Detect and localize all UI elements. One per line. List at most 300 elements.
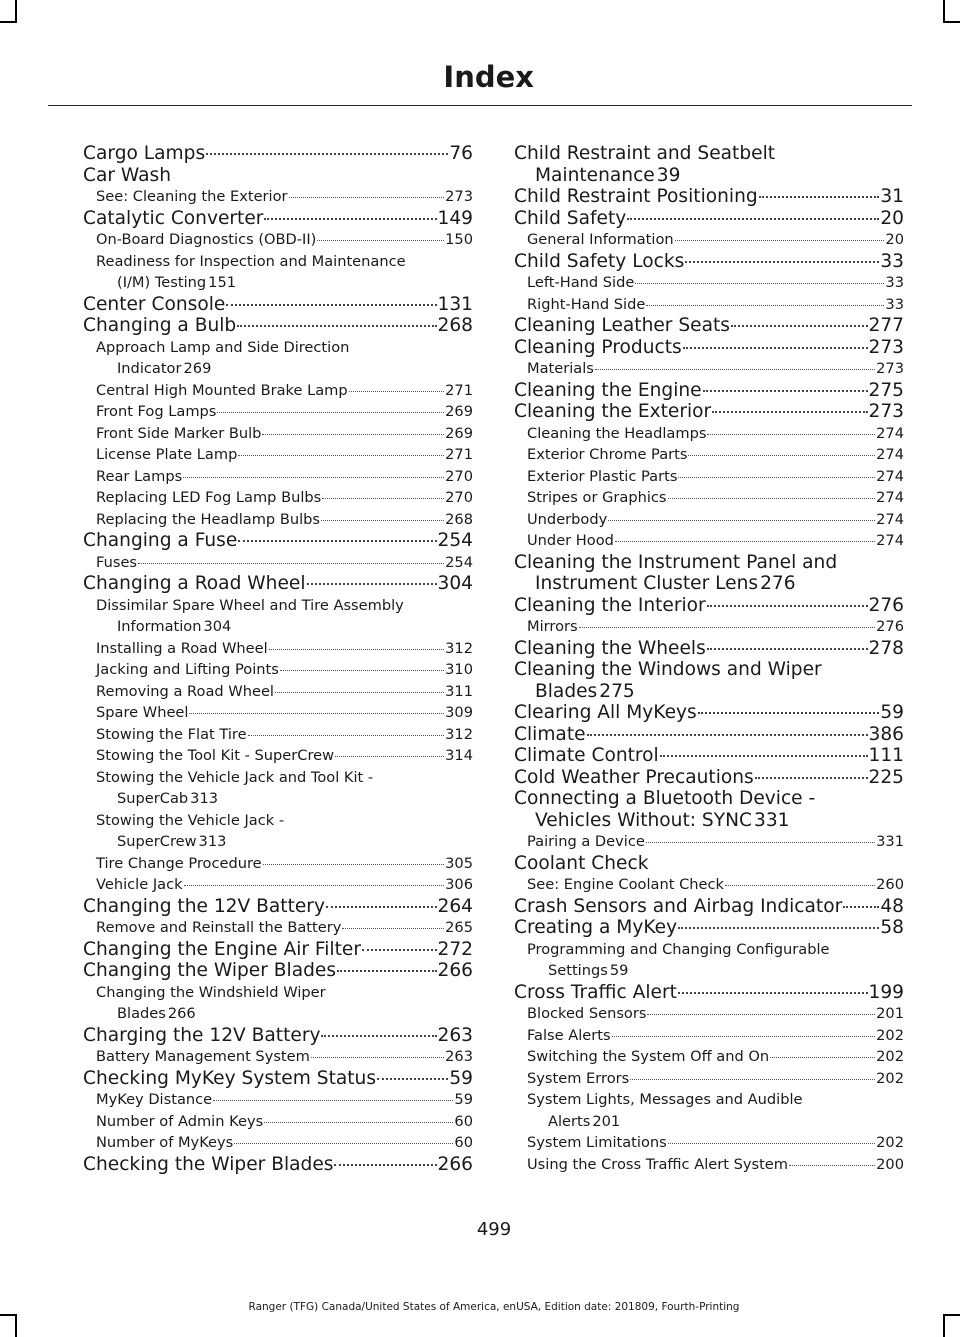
page-reference: 274 — [876, 489, 904, 506]
dot-leader — [683, 347, 868, 349]
index-column-right — [514, 143, 904, 1175]
page-reference: 199 — [868, 981, 904, 1003]
entry-text: See: Cleaning the Exterior — [96, 188, 288, 205]
index-entry — [514, 982, 904, 1004]
dot-leader — [608, 520, 875, 521]
index-subentry — [514, 831, 904, 853]
entry-text: General Information — [527, 231, 674, 248]
index-subentry — [514, 294, 904, 316]
entry-text: License Plate Lamp — [96, 446, 238, 463]
entry-text: Changing a Fuse — [83, 530, 238, 551]
dot-leader — [280, 670, 444, 671]
dot-leader — [707, 648, 868, 650]
index-entry — [83, 294, 473, 316]
index-subentry — [83, 466, 473, 488]
entry-text: Spare Wheel — [96, 704, 189, 721]
dot-leader — [688, 455, 875, 456]
entry-text: Crash Sensors and Airbag Indicator — [514, 895, 843, 917]
entry-text: Clearing All MyKeys — [514, 702, 697, 723]
index-subentry — [514, 1046, 904, 1068]
dot-leader — [668, 498, 876, 499]
entry-text-continued: Settings — [548, 962, 608, 979]
index-subentry — [83, 337, 473, 380]
dot-leader — [238, 540, 436, 542]
entry-continuation — [96, 272, 473, 294]
page-reference: 331 — [876, 833, 904, 850]
page-reference: 274 — [876, 446, 904, 463]
dot-leader — [342, 928, 444, 929]
page-reference: 269 — [183, 360, 212, 377]
page-reference: 274 — [876, 510, 904, 528]
page-reference: 20 — [880, 207, 904, 229]
dot-leader — [189, 713, 444, 714]
index-subentry — [514, 272, 904, 294]
index-entry — [83, 573, 473, 595]
entry-text: Catalytic Converter — [83, 207, 264, 229]
index-subentry — [83, 874, 473, 896]
entry-text: Battery Management System — [96, 1048, 310, 1065]
dot-leader — [698, 712, 880, 714]
index-subentry — [514, 487, 904, 509]
dot-leader — [262, 434, 444, 435]
entry-text: Cleaning Leather Seats — [514, 315, 730, 336]
entry-text: Dissimilar Spare Wheel and Tire Assembly — [96, 596, 404, 614]
entry-text: Removing a Road Wheel — [96, 682, 274, 700]
page-reference: 254 — [445, 553, 473, 571]
entry-text: Changing the Windshield Wiper — [96, 983, 326, 1001]
entry-text: False Alerts — [527, 1026, 611, 1044]
crop-mark-bottom-left-vertical — [15, 1314, 17, 1337]
entry-text: Exterior Chrome Parts — [527, 446, 688, 463]
index-entry — [514, 337, 904, 359]
entry-text: Cleaning the Windows and Wiper — [514, 659, 822, 680]
page-reference: 202 — [876, 1069, 904, 1087]
index-subentry — [83, 982, 473, 1025]
dot-leader — [307, 583, 437, 585]
page-number: 499 — [476, 1219, 512, 1240]
index-entry — [514, 896, 904, 918]
dot-leader — [712, 411, 867, 413]
index-subentry — [514, 874, 904, 896]
entry-text: Climate Control — [514, 745, 659, 766]
entry-text: Cargo Lamps — [83, 143, 206, 164]
entry-text-continued: SuperCab — [117, 790, 189, 807]
dot-leader — [707, 605, 868, 607]
entry-continuation — [514, 165, 904, 187]
entry-continuation — [96, 616, 473, 638]
page-reference: 268 — [437, 315, 473, 336]
index-subentry — [83, 767, 473, 810]
entry-text-continued: Blades — [117, 1005, 166, 1022]
crop-mark-top-left-horizontal — [0, 21, 16, 23]
page-reference: 33 — [885, 295, 904, 313]
index-subentry — [83, 380, 473, 402]
dot-leader — [759, 196, 880, 198]
index-entry — [514, 401, 904, 423]
entry-text: Remove and Reinstall the Battery — [96, 919, 342, 936]
page-reference: 331 — [754, 809, 790, 831]
page-reference: 59 — [454, 1091, 473, 1108]
entry-continuation — [96, 358, 473, 380]
dot-leader — [184, 885, 445, 886]
entry-text: Cold Weather Precautions — [514, 766, 754, 788]
index-subentry — [83, 917, 473, 939]
entry-text: Vehicle Jack — [96, 876, 183, 893]
page-reference: 202 — [876, 1134, 904, 1151]
page-reference: 264 — [437, 895, 473, 917]
index-subentry — [514, 1089, 904, 1132]
page-reference: 260 — [876, 876, 904, 893]
entry-text: Front Side Marker Bulb — [96, 424, 262, 442]
dot-leader — [595, 369, 875, 370]
index-subentry — [83, 186, 473, 208]
page-reference: 59 — [449, 1067, 473, 1089]
entry-text-continued: Blades — [535, 680, 598, 702]
entry-text: Changing the Engine Air Filter — [83, 938, 361, 960]
index-subentry — [83, 487, 473, 509]
page-reference: 305 — [445, 854, 473, 872]
page-reference: 273 — [868, 401, 904, 422]
page-reference: 304 — [437, 573, 473, 594]
index-subentry — [514, 509, 904, 531]
page-reference: 274 — [876, 424, 904, 442]
index-entry — [514, 659, 904, 702]
index-subentry — [83, 401, 473, 423]
entry-text-continued: Vehicles Without: SYNC — [535, 809, 752, 831]
dot-leader — [206, 153, 448, 155]
page-reference: 263 — [437, 1024, 473, 1046]
index-subentry — [83, 423, 473, 445]
dot-leader — [264, 218, 436, 220]
page-reference: 265 — [445, 919, 473, 936]
dot-leader — [675, 240, 885, 241]
dot-leader — [311, 1057, 444, 1058]
index-subentry — [83, 509, 473, 531]
entry-text: Changing a Bulb — [83, 315, 237, 336]
entry-continuation — [527, 1111, 904, 1133]
page-reference: 273 — [868, 336, 904, 358]
dot-leader — [612, 1036, 876, 1037]
entry-text: Readiness for Inspection and Maintenance — [96, 252, 406, 270]
page-reference: 310 — [445, 661, 473, 678]
entry-continuation — [514, 810, 904, 832]
index-subentry — [83, 810, 473, 853]
page-reference: 149 — [437, 207, 473, 229]
entry-text: Checking MyKey System Status — [83, 1067, 377, 1089]
page-reference: 386 — [868, 723, 904, 745]
entry-text: Using the Cross Traffic Alert System — [527, 1155, 789, 1173]
dot-leader — [335, 756, 444, 757]
index-entry — [514, 638, 904, 660]
dot-leader — [789, 1165, 875, 1166]
index-subentry — [514, 1025, 904, 1047]
index-entry — [83, 1154, 473, 1176]
entry-text-continued: Indicator — [117, 360, 182, 377]
index-entry — [514, 917, 904, 939]
entry-text: Changing the 12V Battery — [83, 895, 325, 917]
index-entry — [514, 788, 904, 831]
entry-text: Stowing the Tool Kit - SuperCrew — [96, 747, 335, 764]
entry-text: Stripes or Graphics — [527, 489, 667, 506]
entry-continuation — [96, 1003, 473, 1025]
entry-text: Cleaning Products — [514, 336, 682, 358]
entry-text: Stowing the Vehicle Jack and Tool Kit - — [96, 768, 374, 786]
index-subentry — [83, 659, 473, 681]
dot-leader — [678, 992, 868, 994]
dot-leader — [183, 477, 444, 478]
entry-text: MyKey Distance — [96, 1091, 213, 1108]
entry-text: Cleaning the Headlamps — [527, 424, 707, 442]
page-reference: 276 — [868, 594, 904, 616]
index-entry — [514, 595, 904, 617]
index-entry — [83, 315, 473, 337]
page-reference: 39 — [656, 164, 681, 186]
index-entry — [83, 896, 473, 918]
index-entry — [83, 1025, 473, 1047]
index-entry — [514, 186, 904, 208]
dot-leader — [377, 1078, 448, 1080]
index-subentry — [83, 681, 473, 703]
index-subentry — [83, 1089, 473, 1111]
page-reference: 306 — [445, 876, 473, 893]
dot-leader — [646, 842, 875, 843]
page-reference: 60 — [454, 1112, 473, 1130]
index-subentry — [514, 939, 904, 982]
dot-leader — [678, 477, 875, 478]
page-reference: 274 — [876, 532, 904, 549]
page-reference: 276 — [760, 573, 796, 594]
dot-leader — [755, 777, 868, 779]
page-reference: 273 — [876, 360, 904, 377]
dot-leader — [660, 755, 868, 757]
entry-text: Charging the 12V Battery — [83, 1024, 321, 1046]
index-entry — [514, 853, 904, 875]
page-reference: 20 — [885, 231, 904, 248]
entry-text-continued: SuperCrew — [117, 833, 197, 850]
entry-text-continued: Information — [117, 618, 202, 635]
entry-text: Cleaning the Engine — [514, 379, 702, 401]
entry-text: Changing the Wiper Blades — [83, 960, 337, 981]
index-subentry — [514, 1154, 904, 1176]
entry-text-continued: Instrument Cluster Lens — [535, 573, 759, 594]
entry-text: Materials — [527, 360, 594, 377]
dot-leader — [725, 885, 875, 886]
dot-leader — [770, 1057, 875, 1058]
entry-text: Car Wash — [83, 164, 171, 186]
dot-leader — [615, 541, 875, 542]
page-reference: 270 — [445, 489, 473, 506]
entry-text: Number of MyKeys — [96, 1134, 234, 1151]
page-reference: 311 — [445, 682, 473, 700]
entry-text: System Lights, Messages and Audible — [527, 1091, 803, 1108]
dot-leader — [264, 1122, 453, 1123]
page-reference: 313 — [190, 790, 219, 807]
page-reference: 275 — [868, 379, 904, 401]
dot-leader — [322, 498, 444, 499]
dot-leader — [321, 520, 444, 521]
entry-text: Creating a MyKey — [514, 917, 678, 938]
dot-leader — [630, 1079, 875, 1080]
dot-leader — [731, 325, 868, 327]
entry-text: Front Fog Lamps — [96, 403, 217, 420]
page-reference: 201 — [876, 1005, 904, 1022]
entry-text: Child Safety — [514, 207, 627, 229]
page-reference: 225 — [868, 766, 904, 788]
index-subentry — [514, 530, 904, 552]
page-title: Index — [443, 60, 534, 94]
page-reference: 266 — [167, 1005, 196, 1022]
page-reference: 312 — [445, 725, 473, 743]
dot-leader — [627, 218, 879, 220]
entry-text: Cleaning the Instrument Panel and — [514, 551, 838, 573]
entry-text: Replacing LED Fog Lamp Bulbs — [96, 489, 322, 506]
page-reference: 31 — [880, 186, 904, 207]
dot-leader — [275, 692, 444, 693]
dot-leader — [647, 1014, 875, 1015]
index-entry — [83, 143, 473, 165]
index-subentry — [83, 251, 473, 294]
page-reference: 131 — [437, 293, 473, 315]
page-reference: 58 — [880, 917, 904, 938]
dot-leader — [635, 283, 884, 284]
footer-edition-info: Ranger (TFG) Canada/United States of America, enUSA, Edition date: 201809, Fourth-Printing — [248, 1301, 740, 1313]
page-reference: 33 — [885, 274, 904, 291]
index-entry — [83, 939, 473, 961]
entry-text: Right-Hand Side — [527, 295, 646, 313]
dot-leader — [248, 735, 445, 736]
index-subentry — [83, 853, 473, 875]
entry-text: Connecting a Bluetooth Device - — [514, 788, 816, 809]
dot-leader — [579, 627, 876, 628]
page-reference: 274 — [876, 467, 904, 485]
index-subentry — [83, 702, 473, 724]
page-reference: 313 — [198, 833, 227, 850]
dot-leader — [321, 1035, 436, 1037]
page-reference: 276 — [876, 618, 904, 635]
index-subentry — [83, 595, 473, 638]
page-reference: 254 — [437, 530, 473, 551]
index-subentry — [514, 229, 904, 251]
index-entry — [514, 380, 904, 402]
dot-leader — [269, 649, 444, 650]
page-reference: 272 — [437, 938, 473, 960]
entry-text-continued: Maintenance — [535, 164, 655, 186]
page-reference: 312 — [445, 639, 473, 657]
index-entry — [83, 1068, 473, 1090]
entry-text: Replacing the Headlamp Bulbs — [96, 510, 321, 528]
page-reference: 266 — [437, 1153, 473, 1175]
dot-leader — [138, 563, 444, 564]
page-reference: 309 — [445, 704, 473, 721]
entry-text: System Limitations — [527, 1134, 667, 1151]
page-reference: 33 — [880, 250, 904, 272]
dot-leader — [685, 261, 879, 263]
entry-text: Child Restraint and Seatbelt — [514, 143, 776, 164]
index-entry — [514, 745, 904, 767]
index-subentry — [83, 1111, 473, 1133]
entry-text: Child Safety Locks — [514, 250, 685, 272]
dot-leader — [213, 1100, 453, 1101]
page-reference: 275 — [599, 680, 635, 702]
dot-leader — [668, 1143, 875, 1144]
index-subentry — [514, 616, 904, 638]
entry-continuation — [514, 573, 904, 595]
index-entry — [514, 251, 904, 273]
page-reference: 200 — [876, 1155, 904, 1173]
entry-text: Approach Lamp and Side Direction — [96, 338, 350, 356]
header-rule — [48, 105, 912, 106]
entry-text: Jacking and Lifting Points — [96, 661, 279, 678]
index-subentry — [514, 423, 904, 445]
page-reference: 201 — [592, 1112, 621, 1130]
index-entry — [514, 724, 904, 746]
entry-text: Programming and Changing Configurable — [527, 940, 830, 958]
page-reference: 269 — [445, 424, 473, 442]
page-reference: 269 — [445, 403, 473, 420]
entry-text: Mirrors — [527, 618, 578, 635]
entry-text: Coolant Check — [514, 852, 649, 874]
entry-text: Number of Admin Keys — [96, 1112, 264, 1130]
index-subentry — [514, 466, 904, 488]
dot-leader — [707, 434, 875, 435]
index-subentry — [83, 229, 473, 251]
dot-leader — [678, 927, 879, 929]
entry-text: Climate — [514, 723, 586, 745]
page-reference: 266 — [437, 960, 473, 981]
index-subentry — [83, 745, 473, 767]
crop-mark-bottom-right-horizontal — [943, 1314, 960, 1316]
crop-mark-top-right-vertical — [943, 0, 945, 23]
page-reference: 270 — [445, 467, 473, 485]
dot-leader — [217, 412, 444, 413]
index-entry — [83, 208, 473, 230]
entry-text: Child Restraint Positioning — [514, 186, 758, 207]
dot-leader — [349, 391, 445, 392]
dot-leader — [646, 305, 884, 306]
crop-mark-bottom-left-horizontal — [0, 1314, 16, 1316]
dot-leader — [226, 304, 436, 306]
page-reference: 60 — [454, 1134, 473, 1151]
page-reference: 268 — [445, 510, 473, 528]
entry-text: Cleaning the Interior — [514, 594, 706, 616]
dot-leader — [238, 455, 444, 456]
index-entry — [514, 552, 904, 595]
entry-text: Blocked Sensors — [527, 1005, 647, 1022]
index-subentry — [514, 1003, 904, 1025]
crop-mark-top-left-vertical — [15, 0, 17, 23]
index-entry — [83, 165, 473, 187]
entry-continuation — [96, 831, 473, 853]
entry-continuation — [527, 960, 904, 982]
page-reference: 314 — [445, 747, 473, 764]
entry-continuation — [96, 788, 473, 810]
index-subentry — [83, 1132, 473, 1154]
entry-text: Changing a Road Wheel — [83, 573, 306, 594]
page-reference: 263 — [445, 1048, 473, 1065]
dot-leader — [289, 197, 445, 198]
crop-mark-bottom-right-vertical — [943, 1314, 945, 1337]
entry-text: On-Board Diagnostics (OBD-II) — [96, 231, 317, 248]
page-reference: 48 — [880, 895, 904, 917]
page-reference: 202 — [876, 1026, 904, 1044]
entry-text: Pairing a Device — [527, 833, 645, 850]
page-reference: 59 — [609, 962, 629, 979]
entry-continuation — [514, 681, 904, 703]
index-entry — [83, 960, 473, 982]
index-entry — [514, 143, 904, 186]
entry-text: Cleaning the Exterior — [514, 401, 712, 422]
entry-text: Underbody — [527, 510, 608, 528]
